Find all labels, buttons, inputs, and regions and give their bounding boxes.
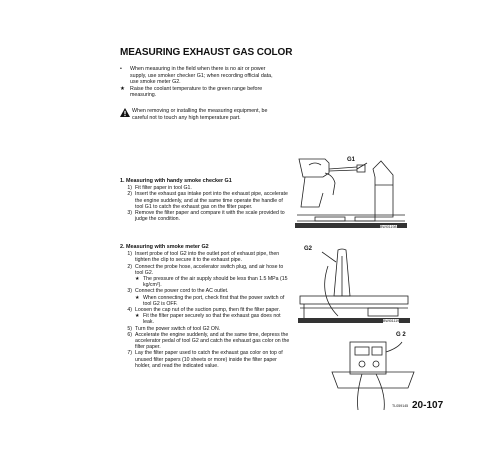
- bullet-mark: •: [120, 66, 122, 72]
- figure-code: BWI01198: [380, 225, 397, 229]
- section-smoke-meter: [120, 244, 290, 369]
- step: 2) Connect the probe hose, accelerator switch plug, and air hose to tool G2.: [127, 263, 284, 276]
- figure-code: TL059145: [392, 404, 409, 408]
- smoke-meter-illustration: [328, 332, 418, 412]
- intro-item: [120, 66, 280, 86]
- page-title: MEASURING EXHAUST GAS COLOR: [120, 47, 293, 58]
- note: ★ The pressure of the air supply should be less than 1.5 MPa (15 kg/cm²).: [135, 276, 288, 289]
- page-number: 20-107: [412, 400, 444, 411]
- step: 1) Insert probe of tool G2 into the outlet port of exhaust pipe, then tighten the clip to secure it to the exhaust pipe.: [127, 251, 280, 264]
- step: 6) Accelerate the engine suddenly, and at the same time, depress the accelerator pedal of tool G2 and catch the exhaust gas color on the filter paper.: [127, 331, 290, 351]
- figure-smoke-checker: [295, 155, 407, 231]
- intro-text: Raise the coolant temperature to the green range before measuring.: [130, 85, 263, 99]
- step: 2) Insert the exhaust gas intake port into the exhaust pipe, accelerate the engine suddenly, and at the same time operate the handle of tool G1 to catch the exhaust gas on the filter paper.: [127, 191, 288, 210]
- figure-probe-install: [298, 246, 410, 326]
- step: 5) Turn the power switch of tool G2 ON.: [127, 325, 221, 332]
- note: ★ Fit the filter paper securely so that the exhaust gas does not leak.: [135, 313, 281, 326]
- warning-note: [120, 108, 280, 121]
- step: 1) Fit filter paper in tool G1.: [127, 185, 192, 192]
- section-heading: 2. Measuring with smoke meter G2: [120, 244, 209, 250]
- note: ★ When connecting the port, check first that the power switch of tool G2 is OFF.: [135, 294, 285, 307]
- tool-label: G1: [347, 157, 356, 163]
- step: 3) Connect the power cord to the AC outlet.: [127, 288, 229, 295]
- step: 7) Lay the filter paper used to catch the exhaust gas color on top of unused filter papers (10 sheets or more) inside the filter paper holder, and read the indicated value.: [127, 350, 283, 369]
- probe-illustration: [298, 246, 410, 326]
- figure-smoke-meter-unit: [328, 332, 418, 412]
- intro-text: When measuring in the field when there is no air or power supply, use smoker checker G1; when recording official data, use smoke meter G2.: [130, 66, 273, 86]
- section-heading: 1. Measuring with handy smoke checker G1: [120, 178, 232, 184]
- figure-code: BWI01119: [383, 319, 400, 323]
- intro-list: [120, 66, 280, 99]
- warning-icon: [120, 108, 132, 121]
- star-mark: ★: [120, 85, 125, 92]
- tool-label: G 2: [396, 332, 406, 338]
- tool-label: G2: [304, 246, 313, 252]
- smoke-checker-illustration: [295, 155, 407, 231]
- section-smoke-checker: [120, 178, 290, 222]
- warning-text: When removing or installing the measuring equipment, be careful not to touch any high temperature part.: [132, 108, 268, 121]
- step: 3) Remove the filter paper and compare it with the scale provided to judge the condition.: [127, 210, 285, 223]
- step: 4) Loosen the cap nut of the suction pump, then fit the filter paper.: [127, 307, 281, 314]
- intro-item: [120, 86, 280, 99]
